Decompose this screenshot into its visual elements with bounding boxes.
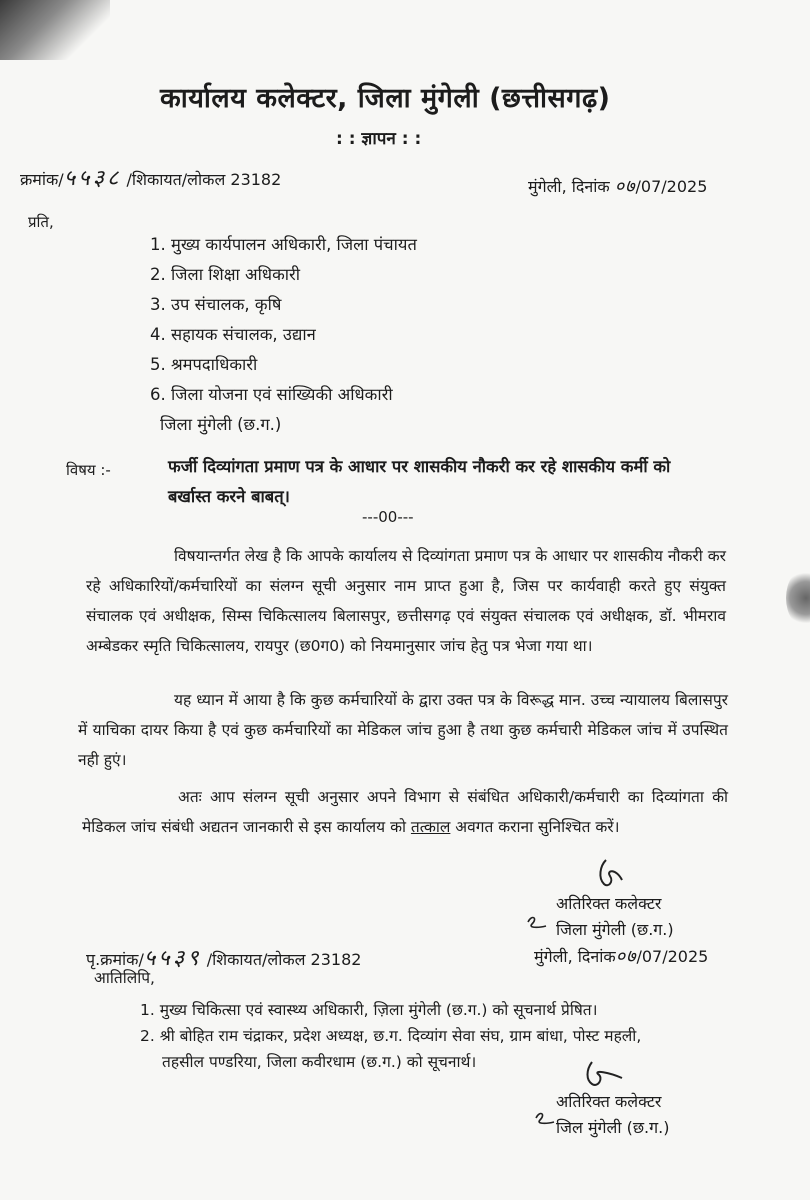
ref-handwritten-number: ५५३८ <box>63 166 122 191</box>
recipient-item: 3. उप संचालक, कृषि <box>150 295 282 314</box>
signature-mark <box>578 1058 624 1092</box>
body-paragraph-1: विषयान्तर्गत लेख है कि आपके कार्यालय से दिव्यांगता प्रमाण पत्र के आधार पर शासकीय नौकरी कर रहे अधिकारियों/कर्मचारियों का संलग्न सूची अनुसार नाम प्राप्त हुआ है, जिस पर कार्यवाही करते हुए संयुक्त संचालक एवं अधीक्षक, सिम्स चिकित्सालय बिलासपुर, छत्तीसगढ़ एवं संयुक्त संचालक एवं अधीक्षक, डॉ. भीमराव अम्बेडकर स्मृति चिकित्सालय, रायपुर (छ0ग0) को नियमानुसार जांच हेतु पत्र भेजा गया था। <box>86 547 726 655</box>
signature-mark <box>590 858 626 892</box>
recipient-item: 2. जिला शिक्षा अधिकारी <box>150 265 301 284</box>
copy-handwritten-number: ५५३९ <box>143 946 202 971</box>
reference-number <box>20 162 281 192</box>
signatory-designation: अतिरिक्त कलेक्टर <box>556 894 662 913</box>
letter-date: मुंगेली, दिनांक ०७/07/2025 <box>528 176 708 197</box>
copy-item: 2. श्री बोहित राम चंद्राकर, प्रदेश अध्यक्ष, छ.ग. दिव्यांग सेवा संघ, ग्राम बांधा, पोस्ट महली, <box>140 1027 642 1045</box>
subject-line: बर्खास्त करने बाबत्। <box>168 487 290 506</box>
subject-label: विषय :- <box>66 461 111 479</box>
urgent-word: तत्काल <box>410 818 451 836</box>
copy-date: मुंगेली, दिनांक०७/07/2025 <box>534 946 709 967</box>
body-paragraph-2: यह ध्यान में आया है कि कुछ कर्मचारियों के द्वारा उक्त पत्र के विरूद्ध मान. उच्च न्यायालय बिलासपुर में याचिका दायर किया है एवं कुछ कर्मचारियों का मेडिकल जांच हुआ है तथा कुछ कर्मचारी मेडिकल जांच में उपस्थित नही हुएं। <box>78 691 728 769</box>
recipient-location: जिला मुंगेली (छ.ग.) <box>160 415 282 434</box>
copy-date-handwritten-day: ०७ <box>615 946 637 967</box>
section-divider: ---00--- <box>362 508 414 526</box>
subject-line: फर्जी दिव्यांगता प्रमाण पत्र के आधार पर शासकीय नौकरी कर रहे शासकीय कर्मी को <box>168 457 671 476</box>
office-title: कार्यालय कलेक्टर, जिला मुंगेली (छत्तीसगढ़) <box>160 83 611 114</box>
scan-shadow-corner <box>0 0 110 60</box>
body-paragraph-3: अतः आप संलग्न सूची अनुसार अपने विभाग से संबंधित अधिकारी/कर्मचारी का दिव्यांगता की मेडिकल जांच संबंधी अद्यतन जानकारी से इस कार्यालय को तत्काल अवगत कराना सुनिश्चित करें। <box>82 788 728 836</box>
signatory-district: जिला मुंगेली (छ.ग.) <box>556 920 674 939</box>
memo-heading: : : ज्ञापन : : <box>336 129 422 149</box>
recipient-item: 4. सहायक संचालक, उद्यान <box>150 325 316 344</box>
signatory-district-2: जिल मुंगेली (छ.ग.) <box>556 1118 670 1137</box>
copy-item: 1. मुख्य चिकित्सा एवं स्वास्थ्य अधिकारी, ज़िला मुंगेली (छ.ग.) को सूचनार्थ प्रेषित। <box>140 1001 598 1019</box>
ref-suffix: /शिकायत/लोकल 23182 <box>121 170 282 189</box>
copy-reference-number: पृ.क्रमांक/५५३९ /शिकायत/लोकल 23182 <box>86 946 362 971</box>
binder-hole-mark <box>786 568 810 628</box>
recipient-item: 6. जिला योजना एवं सांख्यिकी अधिकारी <box>150 385 393 404</box>
initial-mark <box>532 1108 556 1128</box>
to-label: प्रति, <box>28 213 54 231</box>
initial-mark <box>524 912 548 932</box>
signatory-designation-2: अतिरिक्त कलेक्टर <box>556 1092 662 1111</box>
copy-label: आतिलिपि, <box>94 969 155 987</box>
date-handwritten-day: ०७ <box>614 176 636 197</box>
copy-item-continuation: तहसील पण्डरिया, जिला कवीरधाम (छ.ग.) को सूचनार्थ। <box>162 1053 477 1071</box>
recipient-item: 1. मुख्य कार्यपालन अधिकारी, जिला पंचायत <box>150 235 417 254</box>
recipient-item: 5. श्रमपदाधिकारी <box>150 355 258 374</box>
ref-prefix: क्रमांक/ <box>20 170 64 189</box>
